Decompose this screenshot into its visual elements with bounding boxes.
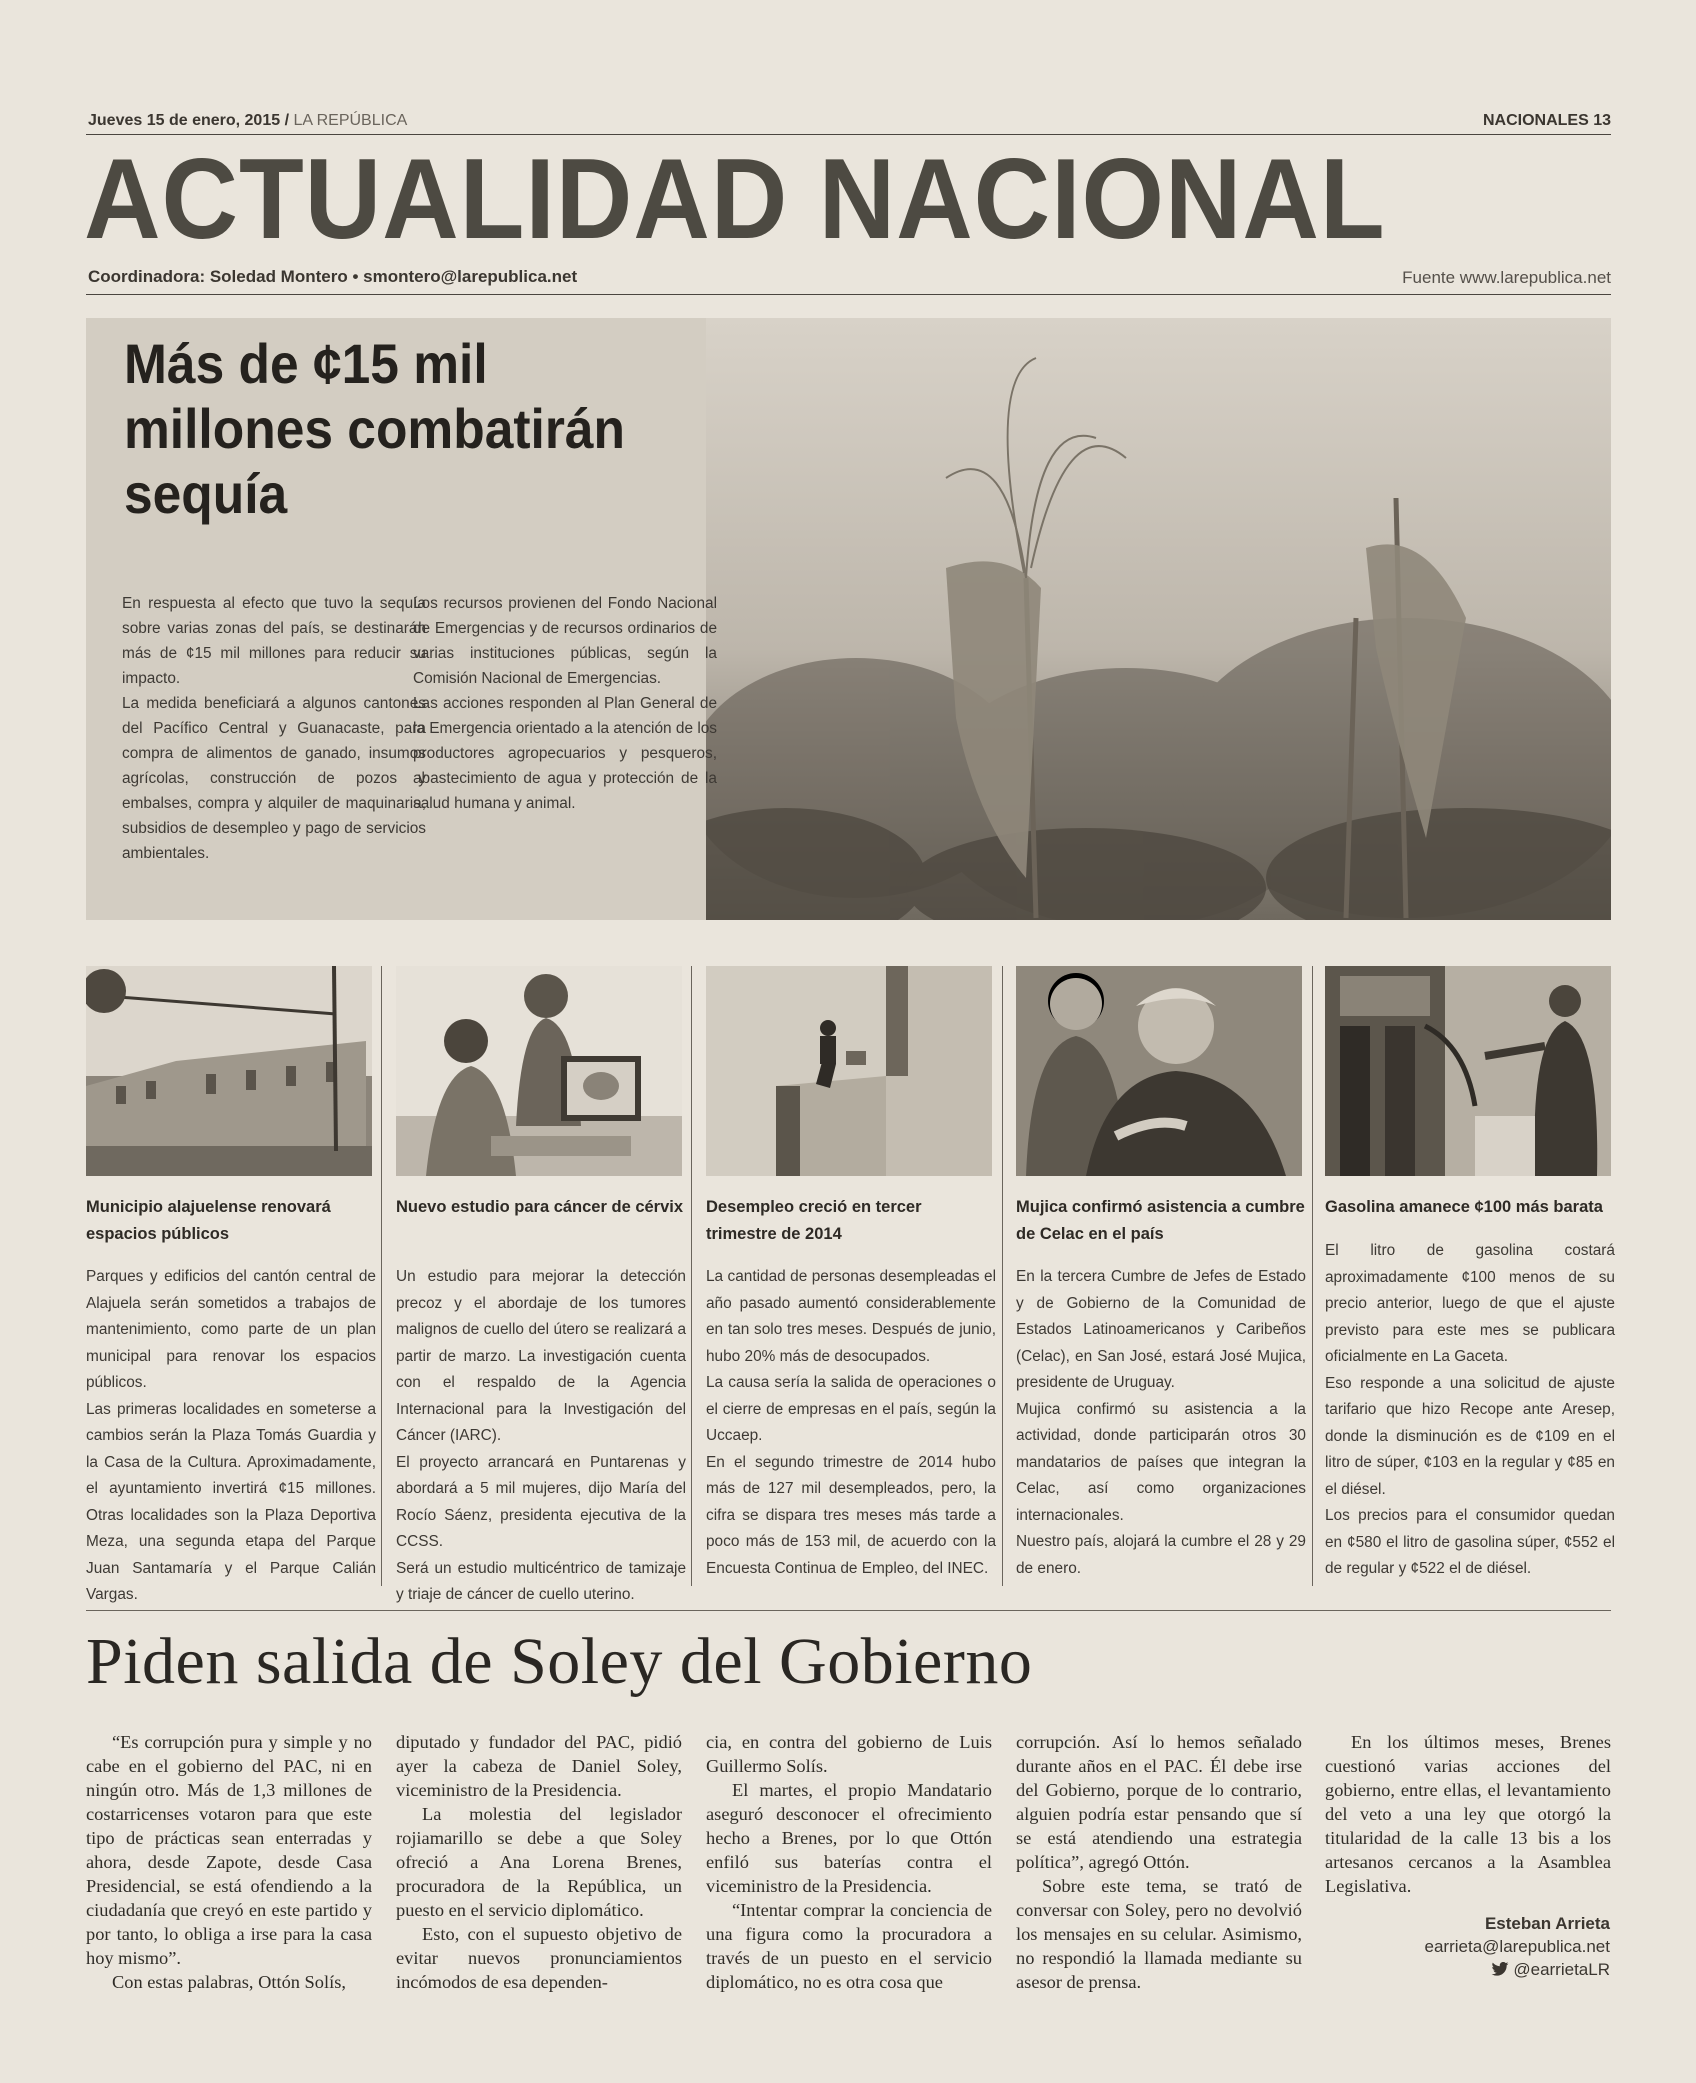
lead-headline: Más de ¢15 mil millones combatirán sequía [124, 332, 626, 525]
brief-body [1325, 1238, 1615, 1583]
brief-title: Mujica confirmó asistencia a cumbre de Celac en el país [1016, 1198, 1305, 1243]
brief-paragraph: Nuestro país, alojará la cumbre el 28 y 29 de enero. [1016, 1533, 1306, 1577]
brief-desempleo [706, 966, 996, 1582]
story-column-5 [1325, 1730, 1611, 1898]
brief-paragraph: Mujica confirmó su asistencia a la actividad, donde participarán otros 30 mandatarios de países que integran la Celac, así como organizaciones internacionales. [1016, 1400, 1306, 1524]
brief-paragraph: El proyecto arrancará en Puntarenas y abordará a 5 mil mujeres, dijo María del Rocío Sáenz, presidenta ejecutiva de la CCSS. [396, 1453, 686, 1550]
story-paragraph: Con estas palabras, Ottón Solís, [112, 1972, 346, 1992]
author-email[interactable]: earrieta@larepublica.net [1424, 1937, 1610, 1956]
brief-paragraph: La cantidad de personas desempleadas el año pasado aumentó considerablemente en tan solo tres meses. Después de junio, hubo 20% más de desocupados. [706, 1268, 996, 1365]
page-label: NACIONALES 13 [1482, 112, 1611, 129]
header-rule [86, 134, 1611, 135]
story-paragraph: “Intentar comprar la conciencia de una figura como la procuradora a través de un puesto en el servicio diplomático, no es otra cosa que [706, 1900, 992, 1992]
column-divider [691, 966, 692, 1586]
brief-gasolina [1325, 966, 1615, 1583]
brief-body [86, 1264, 376, 1609]
brief-paragraph: Eso responde a una solicitud de ajuste tarifario que hizo Recope ante Aresep, donde la disminución es de ¢109 en el litro de súper, ¢103 en la regular y ¢85 en el diésel. [1325, 1374, 1615, 1498]
brief-title: Nuevo estudio para cáncer de cérvix [396, 1198, 684, 1216]
section-rule [86, 294, 1611, 295]
publication-name: LA REPÚBLICA [293, 112, 408, 129]
brief-paragraph: Las primeras localidades en someterse a cambios serán la Plaza Tomás Guardia y la Casa de la Cultura. Aproximadamente, el ayuntamiento invertirá ¢15 millones. Otras localidades son la Plaza Deportiva Meza, una segunda etapa del Parque Juan Santamaría y el Parque Calián Vargas. [86, 1400, 376, 1603]
brief-paragraph: Parques y edificios del cantón central de Alajuela serán sometidos a trabajos de mantenimiento, como parte de un plan municipal para renovar los espacios públicos. [86, 1268, 376, 1391]
coordinator-line: Coordinadora: Soledad Montero • smontero@larepublica.net [88, 267, 578, 286]
brief-body [1016, 1264, 1306, 1582]
story-column-3 [706, 1730, 992, 1994]
lead-paragraph: Los recursos provienen del Fondo Nacional de Emergencias y de recursos ordinarios de varias instituciones públicas, según la Comisión Nacional de Emergencias. [413, 595, 717, 687]
lead-paragraph: En respuesta al efecto que tuvo la sequía sobre varias zonas del país, se destinarán más de ¢15 mil millones para reducir su impacto. [122, 595, 426, 687]
story-headline: Piden salida de Soley del Gobierno [86, 1625, 1033, 1698]
story-column-1 [86, 1730, 372, 1994]
gas-station-photo [1325, 966, 1611, 1176]
story-paragraph: La molestia del legislador rojiamarillo se debe a que Soley ofreció a Ana Lorena Brenes, procuradora de la República, un puesto en el servicio diplomático. [396, 1804, 682, 1920]
date-text: Jueves 15 de enero, 2015 / [88, 112, 290, 129]
source-line: Fuente www.larepublica.net [1402, 268, 1611, 287]
column-divider [1002, 966, 1003, 1586]
column-divider [381, 966, 382, 1586]
brief-paragraph: En la tercera Cumbre de Jefes de Estado y de Gobierno de la Comunidad de Estados Latinoamericanos y Caribeños (Celac), en San José, estará José Mujica, presidente de Uruguay. [1016, 1268, 1306, 1391]
story-paragraph: diputado y fundador del PAC, pidió ayer la cabeza de Daniel Soley, viceministro de la Presidencia. [396, 1732, 682, 1800]
street-buildings-photo [86, 966, 372, 1176]
brief-mujica [1016, 966, 1306, 1582]
story-column-4 [1016, 1730, 1302, 1994]
brief-paragraph: El litro de gasolina costará aproximadamente ¢100 menos de su precio anterior, luego de que el ajuste previsto para este mes se publicara oficialmente en La Gaceta. [1325, 1242, 1615, 1365]
brief-title: Desempleo creció en tercer trimestre de 2014 [706, 1198, 922, 1243]
doctor-patient-photo [396, 966, 682, 1176]
story-paragraph: “Es corrupción pura y simple y no cabe en el gobierno del PAC, ni en ningún otro. Más de 1,3 millones de costarricenses votaron para que este tipo de prácticas sean enterradas y ahora, desde Zapote, desde Casa Presidencial, se está ofendiendo a la ciudadanía que creyó en este partido y por tanto, lo obliga a irse para la casa hoy mismo”. [86, 1732, 372, 1968]
twitter-handle: @earrietaLR [1513, 1960, 1610, 1979]
man-sitting-photo [706, 966, 992, 1176]
story-paragraph: Sobre este tema, se trató de conversar con Soley, pero no devolvió los mensajes en su celular. Asimismo, no respondió la llamada mediante su asesor de prensa. [1016, 1876, 1302, 1992]
author-twitter[interactable] [1425, 1958, 1610, 1981]
story-paragraph: El martes, el propio Mandatario aseguró desconocer el ofrecimiento hecho a Brenes, por lo que Ottón enfiló sus baterías contra el viceministro de la Presidencia. [706, 1780, 992, 1896]
column-divider [1312, 966, 1313, 1586]
story-paragraph: En los últimos meses, Brenes cuestionó varias acciones del gobierno, entre ellas, el levantamiento del veto a una ley que otorgó la titularidad de la calle 13 bis a los artesanos cercanos a la Asamblea Legislativa. [1325, 1732, 1611, 1896]
brief-municipio [86, 966, 376, 1609]
story-paragraph: corrupción. Así lo hemos señalado durante años en el PAC. Él debe irse del Gobierno, porque de lo contrario, alguien podría estar pensando que sí se está atendiendo una estrategia política”, agregó Ottón. [1016, 1732, 1302, 1872]
section-title: ACTUALIDAD NACIONAL [84, 136, 1386, 263]
twitter-icon [1491, 1962, 1509, 1976]
mujica-portrait-photo [1016, 966, 1302, 1176]
byline [1425, 1912, 1610, 1981]
lead-column-1 [122, 591, 426, 866]
brief-paragraph: Los precios para el consumidor quedan en ¢580 el litro de gasolina súper, ¢552 el de regular y ¢522 el de diésel. [1325, 1507, 1615, 1577]
lead-paragraph: Las acciones responden al Plan General de la Emergencia orientado a la atención de los productores agropecuarios y pesqueros, abastecimiento de agua y protección de la salud humana y animal. [413, 695, 717, 812]
lead-column-2 [413, 591, 717, 816]
brief-paragraph: La causa sería la salida de operaciones o el cierre de empresas en el país, según la Uccaep. [706, 1374, 996, 1444]
story-paragraph: cia, en contra del gobierno de Luis Guillermo Solís. [706, 1732, 992, 1776]
brief-paragraph: Será un estudio multicéntrico de tamizaje y triaje de cáncer de cuello uterino. [396, 1559, 686, 1603]
dry-corn-field-photo [706, 318, 1611, 920]
brief-cancer [396, 966, 686, 1609]
story-paragraph: Esto, con el supuesto objetivo de evitar nuevos pronunciamientos incómodos de esa dependen- [396, 1924, 682, 1992]
brief-title: Gasolina amanece ¢100 más barata [1325, 1198, 1603, 1216]
lead-paragraph: La medida beneficiará a algunos cantones del Pacífico Central y Guanacaste, para compra de alimentos de ganado, insumos agrícolas, construcción de pozos y embalses, compra y alquiler de maquinaria, subsidios de desempleo y pago de servicios ambientales. [122, 695, 426, 862]
brief-paragraph: En el segundo trimestre de 2014 hubo más de 127 mil desempleados, pero, la cifra se dispara tres meses más tarde a poco más de 153 mil, de acuerdo con la Encuesta Continua de Empleo, del INEC. [706, 1453, 996, 1577]
brief-body [706, 1264, 996, 1582]
brief-paragraph: Un estudio para mejorar la detección precoz y el abordaje de los tumores malignos de cuello del útero se realizará a partir de marzo. La investigación cuenta con el respaldo de la Agencia Internacional para la Investigación del Cáncer (IARC). [396, 1268, 686, 1444]
story-rule [86, 1610, 1611, 1611]
brief-title: Municipio alajuelense renovará espacios públicos [86, 1198, 331, 1243]
author-name: Esteban Arrieta [1484, 1914, 1610, 1933]
story-column-2 [396, 1730, 682, 1994]
issue-date [88, 112, 407, 130]
brief-body [396, 1264, 686, 1609]
